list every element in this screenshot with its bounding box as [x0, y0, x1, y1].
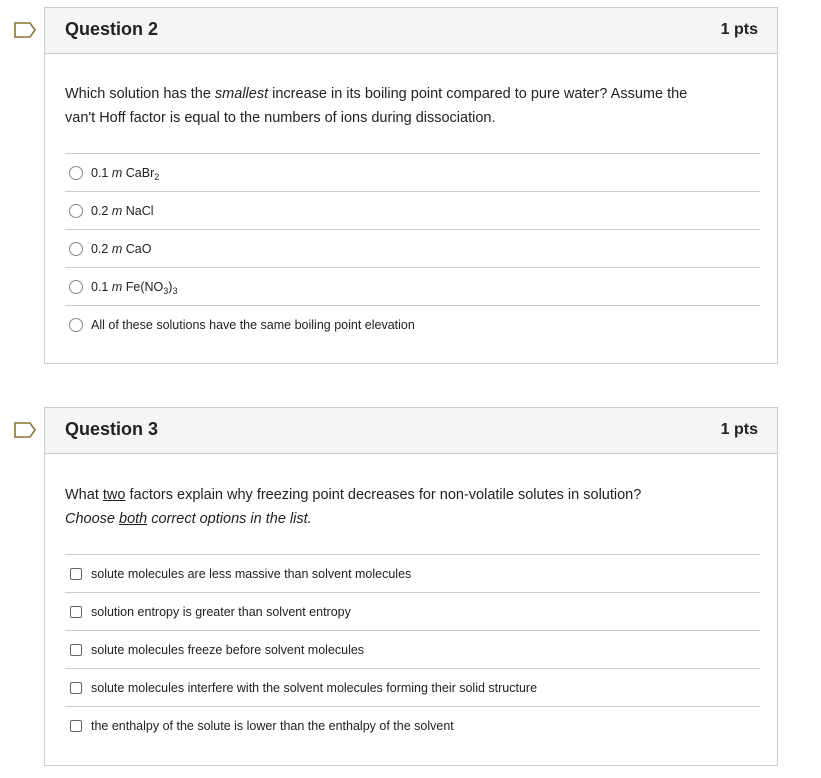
question-title: Question 2	[65, 19, 159, 39]
bookmark-flag-icon[interactable]	[14, 422, 36, 438]
answer-options	[65, 153, 760, 343]
question-prompt: Which solution has the smallest increase in its boiling point compared to pure water? Assume the van't Hoff factor is equal to the numbers of ions during dissociation.	[65, 86, 688, 126]
answer-option[interactable]	[65, 554, 760, 592]
checkbox[interactable]	[70, 720, 82, 732]
question-2-card	[44, 7, 778, 364]
radio-button[interactable]	[69, 318, 83, 332]
option-label: solution entropy is greater than solvent entropy	[91, 604, 351, 619]
answer-option[interactable]	[65, 668, 760, 706]
answer-option[interactable]	[65, 267, 760, 305]
option-label: solute molecules interfere with the solvent molecules forming their solid structure	[91, 680, 538, 695]
option-label: 0.2 m NaCl	[91, 203, 154, 218]
answer-option[interactable]	[65, 706, 760, 744]
radio-button[interactable]	[69, 166, 83, 180]
question-header	[45, 8, 777, 54]
answer-option[interactable]	[65, 592, 760, 630]
answer-option[interactable]	[65, 630, 760, 668]
question-3-card	[44, 407, 778, 766]
question-points: 1 pts	[720, 21, 758, 38]
question-header	[45, 408, 777, 454]
checkbox[interactable]	[70, 644, 82, 656]
radio-button[interactable]	[69, 204, 83, 218]
option-label: All of these solutions have the same boiling point elevation	[91, 317, 415, 332]
option-label: 0.1 m $Fe(NO_3)_3$	[91, 279, 178, 296]
option-label: solute molecules are less massive than solvent molecules	[91, 566, 412, 581]
question-title: Question 3	[65, 419, 159, 439]
answer-option[interactable]	[65, 153, 760, 191]
answer-option[interactable]	[65, 305, 760, 343]
radio-button[interactable]	[69, 242, 83, 256]
answer-options	[65, 554, 760, 744]
answer-option[interactable]	[65, 229, 760, 267]
answer-option[interactable]	[65, 191, 760, 229]
question-points: 1 pts	[720, 421, 758, 438]
bookmark-flag-icon[interactable]	[14, 22, 36, 38]
checkbox[interactable]	[70, 682, 82, 694]
checkbox[interactable]	[70, 606, 82, 618]
question-prompt: What two factors explain why freezing point decreases for non-volatile solutes in solution? Choose both correct options in the list.	[65, 487, 642, 527]
option-label: solute molecules freeze before solvent molecules	[91, 642, 365, 657]
option-label: 0.1 m CaBr$_2$	[91, 165, 160, 182]
option-label: the enthalpy of the solute is lower than the enthalpy of the solvent	[91, 718, 454, 733]
checkbox[interactable]	[70, 568, 82, 580]
option-label: 0.2 m CaO	[91, 241, 152, 256]
radio-button[interactable]	[69, 280, 83, 294]
